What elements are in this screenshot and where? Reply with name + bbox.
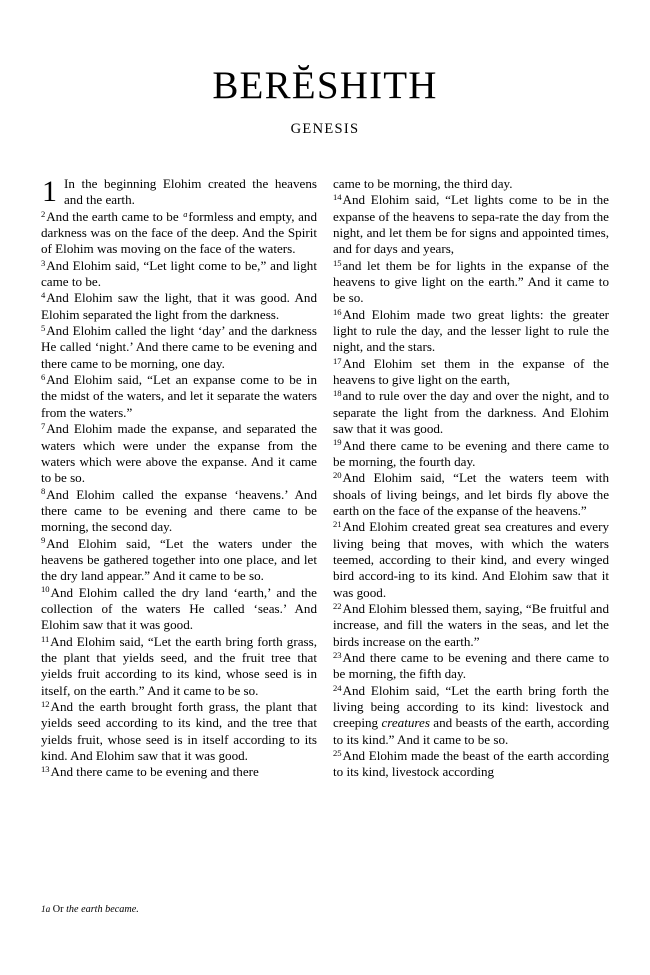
verse-14 [333,192,609,257]
verse-13-continuation: came to be morning, the third day. [333,176,513,191]
verse-text: And Elohim said, “Let the earth bring forth the living being according to its kind: livestock and creeping [333,682,609,731]
verse-number: 3 [41,257,46,268]
supplied-word: creatures [381,715,430,731]
verse-number: 25 [333,747,342,758]
verse-text: And Elohim said, “Let light come to be,” and light came to be. [41,257,317,290]
verse-text: And Elohim called the light ‘day’ and the darkness He called ‘night.’ And there came to be evening and there came to be morning, one day. [41,323,317,371]
verse-number: 14 [333,192,342,203]
verse-23 [333,650,609,683]
page-title: BERĔSHITH [212,64,438,107]
footnote-area [41,903,317,917]
verse-13 [41,764,317,780]
verse-6 [41,372,317,421]
verse-7 [41,421,317,486]
verse-text: And Elohim created great sea creatures and every living being that moves, with which the waters teemed, according to their kind, and every winged bird accord-ing to its kind. And Elohim saw that it was good. [333,519,609,600]
verse-number: 12 [41,698,50,709]
verse-number: 20 [333,470,342,481]
verse-9 [41,536,317,585]
left-text-column [41,176,317,892]
verse-25 [333,748,609,781]
verse-4 [41,290,317,323]
verse-24 [333,683,609,748]
verse-text: And Elohim said, “Let the waters under the heavens be gathered together into one place, and let the dry land appear.” And it came to be so. [41,535,317,584]
verse-1 [41,176,317,209]
verse-number: 10 [41,584,50,595]
footnote-lead: Or [52,904,64,915]
verse-number: 9 [41,535,46,546]
book-header [0,0,650,138]
verse-number: 24 [333,682,342,693]
verse-text: And the earth brought forth grass, the plant that yields seed according to its kind, and the tree that yields fruit, whose seed is in itself according to its kind. And Elohim saw that it was good. [41,699,317,764]
footnote-reference[interactable]: 1a [41,905,51,915]
verse-16 [333,307,609,356]
right-text-column [333,176,609,892]
verse-text-cont: and beasts of the earth, according to its kind.” And it came to be so. [333,715,609,747]
verse-text: And Elohim made the expanse, and separated the waters which were under the expanse from the waters which were above the expanse. And it came to be so. [41,421,317,486]
verse-number: 23 [333,649,342,660]
verse-text: And Elohim said, “Let lights come to be in the expanse of the heavens to sepa-rate the day from the night, and let them be for signs and appointed times, and for days and years, [333,192,609,257]
verse-text: In the beginning Elohim created the heavens and the earth. [64,176,317,208]
verse-number: 17 [333,355,342,366]
verse-number: 6 [41,372,46,382]
footnote-marker[interactable]: a [183,209,188,219]
book-subtitle: GENESIS [290,120,360,137]
verse-number: 15 [333,257,342,268]
footnote-item [41,903,317,917]
text-columns [41,176,609,892]
verse-11 [41,634,317,699]
verse-number: 21 [333,519,342,530]
verse-number: 18 [333,388,342,399]
verse-number: 13 [41,764,50,775]
verse-text: And Elohim saw the light, that it was good. And Elohim separated the light from the darkness. [41,290,317,322]
verse-8 [41,487,317,536]
verse-number: 7 [41,421,46,432]
verse-text: And Elohim said, “Let the waters teem with shoals of living being [333,470,609,502]
verse-3 [41,258,317,291]
verse-text: And Elohim made two great lights: the greater light to rule the day, and the lesser light to rule the night, and the stars. [333,306,609,355]
verse-number: 4 [41,290,46,301]
verse-number: 11 [41,633,50,644]
verse-number: 5 [41,322,46,333]
verse-12 [41,699,317,764]
verse-22 [333,601,609,650]
verse-text: And Elohim made the beast of the earth according to its kind, livestock according [333,748,609,780]
verse-number: 22 [333,600,342,611]
verse-21 [333,519,609,601]
verse-number: 8 [41,486,46,497]
verse-text-cont: , and let birds fly above the earth on the face of the expanse of the heavens.” [333,486,609,518]
verse-number: 16 [333,306,342,317]
verse-number: 2 [41,208,46,219]
verse-text: And there came to be evening and there came to be morning, the fifth day. [333,649,609,682]
chapter-number: 1 [42,176,57,208]
verse-text: And there came to be evening and there came to be morning, the fourth day. [333,437,609,469]
verse-15 [333,258,609,307]
verse-text: And Elohim set them in the expanse of the heavens to give light on the earth, [333,355,609,388]
verse-20 [333,470,609,519]
verse-text: And Elohim said, “Let an expanse come to be in the midst of the waters, and let it separate the waters from the waters.” [41,372,317,420]
verse-text: And Elohim blessed them, saying, “Be fruitful and increase, and fill the waters in the seas, and let the birds increase on the earth.” [333,600,609,649]
footnote-text: the earth became. [66,904,139,915]
verse-text: And Elohim said, “Let the earth bring forth grass, the plant that yields seed, and the fruit tree that yields fruit according to its kind, whose seed is in itself, on the earth.” And it came to be so. [41,633,317,698]
verse-text: And Elohim called the expanse ‘heavens.’ And there came to be evening and there came to be morning, the second day. [41,486,317,535]
verse-2 [41,209,317,258]
supplied-word: s [451,486,457,502]
verse-text: and let them be for lights in the expanse of the heavens to give light on the earth.” And it came to be so. [333,257,609,306]
verse-text: and to rule over the day and over the night, and to separate the light from the darkness. And Elohim saw that it was good. [333,388,609,437]
verse-text-cont: formless and empty, and darkness was on the face of the deep. And the Spirit of Elohim was moving on the face of the waters. [41,208,317,257]
verse-number: 19 [333,437,342,448]
verse-18 [333,388,609,437]
verse-text: And the earth came to be [46,208,183,224]
verse-19 [333,438,609,471]
verse-17 [333,356,609,389]
verse-text: And Elohim called the dry land ‘earth,’ and the collection of the waters He called ‘seas.’ And Elohim saw that it was good. [41,584,317,633]
verse-10 [41,585,317,634]
verse-text: And there came to be evening and there [50,764,259,780]
verse-5 [41,323,317,372]
